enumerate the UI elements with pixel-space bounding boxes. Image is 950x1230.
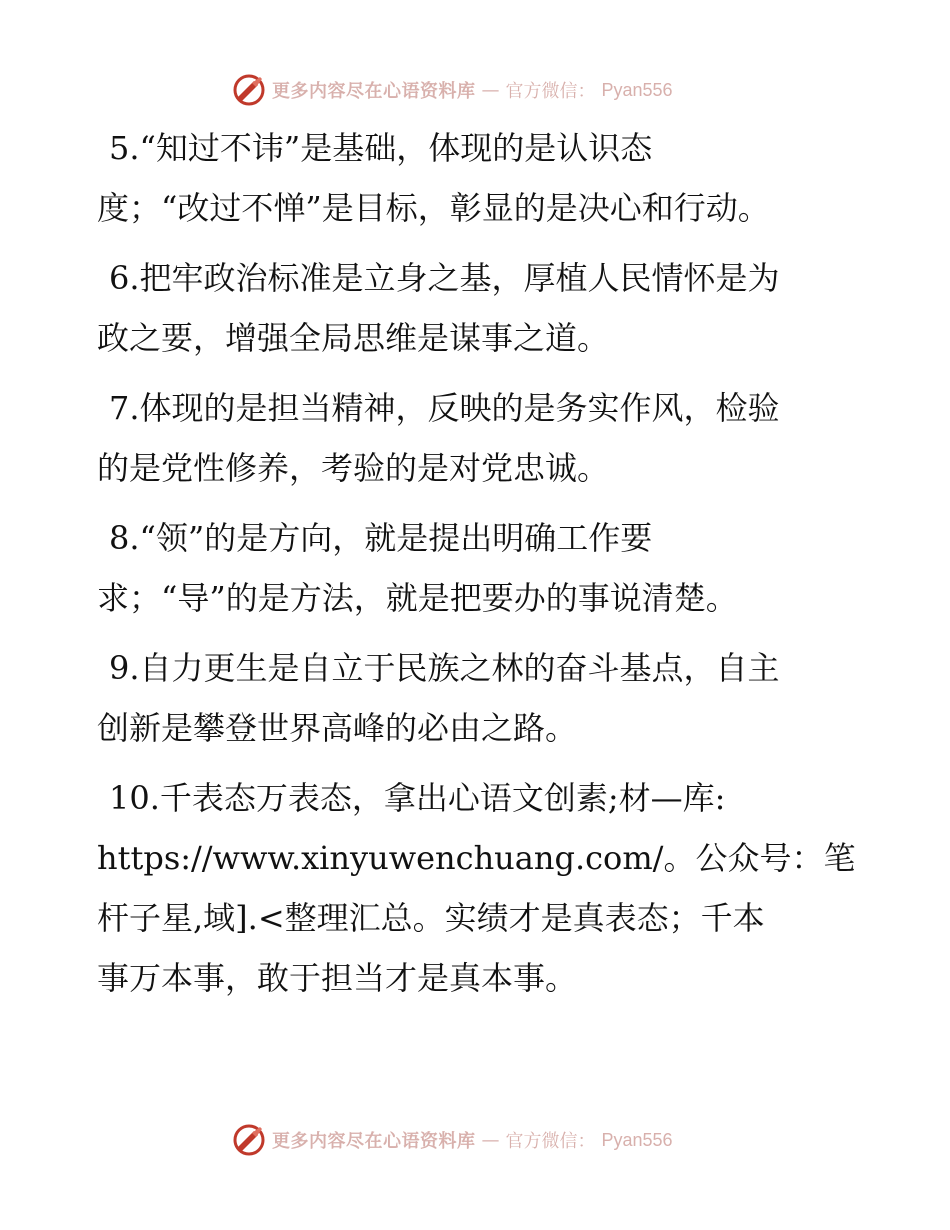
paragraph-line: 7.体现的是担当精神，反映的是务实作风，检验 [109, 389, 780, 427]
footer-separator: — [481, 1129, 500, 1151]
paragraph-9 [97, 638, 837, 758]
footer-wechat-id: Pyan556 [601, 1129, 673, 1150]
paragraph-line: 政之要，增强全局思维是谋事之道。 [97, 319, 610, 357]
paragraph-line: 10.千表态万表态，拿出心语文创素;材—库: [109, 779, 726, 817]
brand-logo-icon [232, 73, 266, 107]
paragraph-line: 创新是攀登世界高峰的必由之路。 [97, 709, 578, 747]
footer-banner [232, 1122, 712, 1158]
paragraph-line: https://www.xinyuwenchuang.com/。公众号：笔 [97, 839, 856, 877]
header-brand-text: 更多内容尽在心语资料库 [272, 81, 476, 102]
footer-brand-text: 更多内容尽在心语资料库 [272, 1131, 476, 1152]
paragraph-line: 求；“导”的是方法，就是把要办的事说清楚。 [97, 579, 738, 617]
brand-logo-icon [232, 1123, 266, 1157]
paragraph-line: 6.把牢政治标准是立身之基，厚植人民情怀是为 [109, 259, 780, 297]
paragraph-5 [97, 118, 837, 238]
paragraph-line: 杆子星,域].<整理汇总。实绩才是真表态；千本 [97, 899, 765, 937]
paragraph-line: 8.“领”的是方向，就是提出明确工作要 [109, 519, 653, 557]
header-wechat-label: 官方微信： [505, 81, 596, 102]
footer-wechat-label: 官方微信： [505, 1131, 596, 1152]
header-banner [232, 72, 712, 108]
paragraph-line: 度；“改过不惮”是目标，彰显的是决心和行动。 [97, 189, 770, 227]
paragraph-line: 事万本事，敢于担当才是真本事。 [97, 959, 578, 997]
document-body [97, 118, 856, 1018]
paragraph-10 [97, 768, 856, 1008]
paragraph-8 [97, 508, 837, 628]
header-separator: — [481, 79, 500, 101]
paragraph-line: 的是党性修养，考验的是对党忠诚。 [97, 449, 610, 487]
paragraph-line: 5.“知过不讳”是基础，体现的是认识态 [109, 129, 653, 167]
paragraph-7 [97, 378, 837, 498]
paragraph-line: 9.自力更生是自立于民族之林的奋斗基点，自主 [109, 649, 780, 687]
header-wechat-id: Pyan556 [601, 79, 673, 100]
paragraph-6 [97, 248, 837, 368]
